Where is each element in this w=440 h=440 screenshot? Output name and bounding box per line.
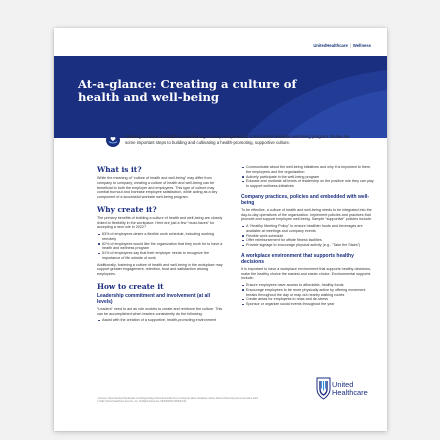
footnote-source: ¹ Sources: https://www.joinhandshake.com/blog/employers/trends-benefits-for-recruiting-top-talent-workplace-culture-factors-influencing-career-decisions-2022	[97, 398, 258, 400]
policies-body: To be effective, a culture of health and well-being needs to be integrated into the day-to-day operations of the organization. Implement policies and practices that promote and support employee well-being. Sample “supportive” policies include:	[241, 207, 372, 222]
right-column	[241, 165, 376, 309]
leadership-subheading: Leadership commitment and involvement (at all levels)	[97, 292, 211, 305]
environment-subheading: A workplace environment that supports healthy decisions	[241, 252, 354, 265]
list-item: 62% of employees would like the organization that they work for to have a health and wellness program	[97, 242, 227, 252]
header-section: Wellness	[352, 43, 371, 48]
list-item: Encourage employees to be more physically active by offering movement breaks throughout the day or map out nearby walking routes	[241, 288, 376, 298]
leadership-bullet-list	[97, 318, 227, 323]
list-item: Ensure employees have access to affordable, healthy foods	[241, 283, 376, 288]
document-page	[54, 28, 387, 431]
header-bar	[313, 43, 371, 48]
list-item: Actively participate in the well-being program	[241, 175, 376, 180]
left-column	[97, 165, 227, 325]
list-item: Communicate about the well-being initiatives and why it is important to them, the employees and the organization	[241, 165, 376, 175]
shield-logo-icon	[316, 377, 331, 400]
environment-body: It is important to have a workplace environment that supports healthy decisions, make the healthy choice the easiest and easier choice. Environmental supports include:	[241, 266, 371, 281]
footnote	[97, 398, 307, 404]
intro-paragraph: Creating a culture of health and well-being is a key component of a successful worksite well-being program. Below are some important steps to building and cultivating a health-promoting, supportive culture.	[125, 134, 350, 145]
list-item: Sponsor or organize social events throughout the year	[241, 302, 376, 307]
list-item: 63% of employees desire a flexible work schedule, including working remotely	[97, 232, 227, 242]
page-title: At-a-glance: Creating a culture of health and well-being	[78, 77, 297, 105]
policies-bullet-list	[241, 224, 376, 248]
policies-subheading: Company practices, policies and embedded with well-being	[241, 193, 370, 206]
list-item: Offer reimbursement for offsite fitness facilities	[241, 238, 376, 243]
footnote-legal: © 2022 United HealthCare Services, Inc. All Rights Reserved. WF0000000 000000 0/22	[97, 401, 187, 403]
logo-line-1: United	[332, 380, 354, 389]
why-bullet-list	[97, 232, 227, 261]
title-banner	[54, 56, 387, 138]
what-heading: What is it?	[97, 165, 142, 174]
unitedhealthcare-logo	[316, 377, 378, 413]
how-heading: How to create it	[97, 281, 164, 291]
list-item: Create areas for employees to relax and de-stress	[241, 297, 376, 302]
list-item: Provide signage to encourage physical activity (e.g., “Take the Stairs”)	[241, 243, 376, 248]
list-item: Flexible work schedule	[241, 234, 376, 239]
why-closing: Additionally, fostering a culture of health and well-being in the workplace may support greater engagement, retention, trust and satisfaction among employees.	[97, 262, 223, 276]
list-item: Educate and motivate all levels of leadership on the positive role they can play to support wellness initiatives	[241, 179, 376, 189]
list-item: 51% of employees say that their employer needs to recognize the importance of life outside of work	[97, 251, 227, 261]
list-item: Assist with the creation of a supportive, health-promoting environment	[97, 318, 227, 323]
leadership-bullet-list-continued	[241, 165, 376, 189]
hands-heart-icon	[106, 133, 120, 147]
logo-line-2: Healthcare	[332, 388, 368, 398]
what-body: While the meaning of “culture of health and well-being” may differ from company to company, creating a culture of health and well-being can be beneficial to both the employer and employees. This type of culture may combat burnout and increase employee satisfaction, while acting as a key component of a successful worksite well-being program.	[97, 176, 218, 199]
why-heading: Why create it?	[97, 204, 157, 214]
why-body: The primary benefits of building a culture of health and well-being are closely linked to flexibility in the workplace. Here are just a few “must-haves” for accepting a new role in 2022:¹	[97, 215, 223, 230]
header-brand: UnitedHealthcare	[313, 43, 348, 48]
environment-bullet-list	[241, 283, 376, 307]
leadership-body: “Leaders” need to act as role models to create and reinforce the culture. This can be accomplished when leaders consistently do the following:	[97, 306, 223, 316]
logo-wordmark	[332, 381, 368, 398]
list-item: A “Healthy Meeting Policy” to ensure healthier foods and beverages are available at meetings and company events	[241, 224, 376, 234]
header-separator: |	[349, 43, 351, 48]
